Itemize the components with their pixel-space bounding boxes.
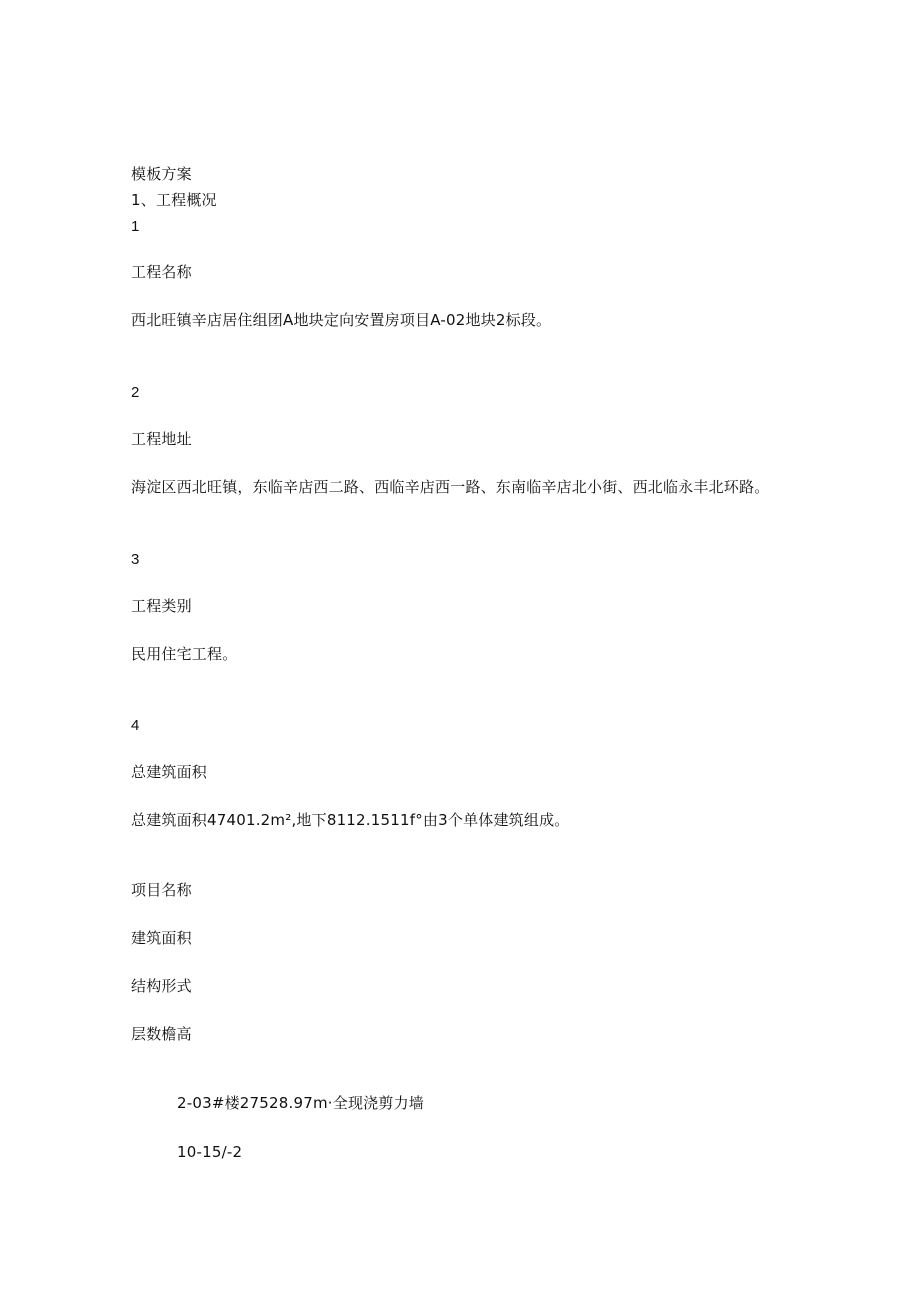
item-label-project-name: 工程名称 [131, 263, 192, 281]
section-heading: 1、工程概况 [131, 191, 217, 209]
table-row-building-2-03: 2-03#楼27528.97m·全现浇剪力墙 [177, 1094, 424, 1112]
table-row-floors-height: 10-15/-2 [177, 1143, 243, 1161]
table-header-structure-type: 结构形式 [131, 977, 192, 995]
item-number-1: 1 [131, 218, 140, 235]
item-label-project-category: 工程类别 [131, 597, 192, 615]
item-value-project-category: 民用住宅工程。 [131, 645, 238, 663]
item-value-project-name: 西北旺镇辛店居住组团A地块定向安置房项目A-02地块2标段。 [131, 311, 552, 329]
table-header-floors-height: 层数檐高 [131, 1025, 192, 1043]
item-number-2: 2 [131, 384, 140, 401]
document-title: 模板方案 [131, 165, 192, 183]
item-value-total-area: 总建筑面积47401.2m²,地下8112.1511f°由3个单体建筑组成。 [131, 811, 570, 829]
item-value-project-address: 海淀区西北旺镇，东临辛店西二路、西临辛店西一路、东南临辛店北小街、西北临永丰北环路。 [131, 478, 770, 496]
table-header-project-name: 项目名称 [131, 881, 192, 899]
item-number-3: 3 [131, 551, 140, 568]
item-label-total-area: 总建筑面积 [131, 763, 208, 781]
item-label-project-address: 工程地址 [131, 430, 192, 448]
table-header-building-area: 建筑面积 [131, 929, 192, 947]
item-number-4: 4 [131, 717, 140, 734]
